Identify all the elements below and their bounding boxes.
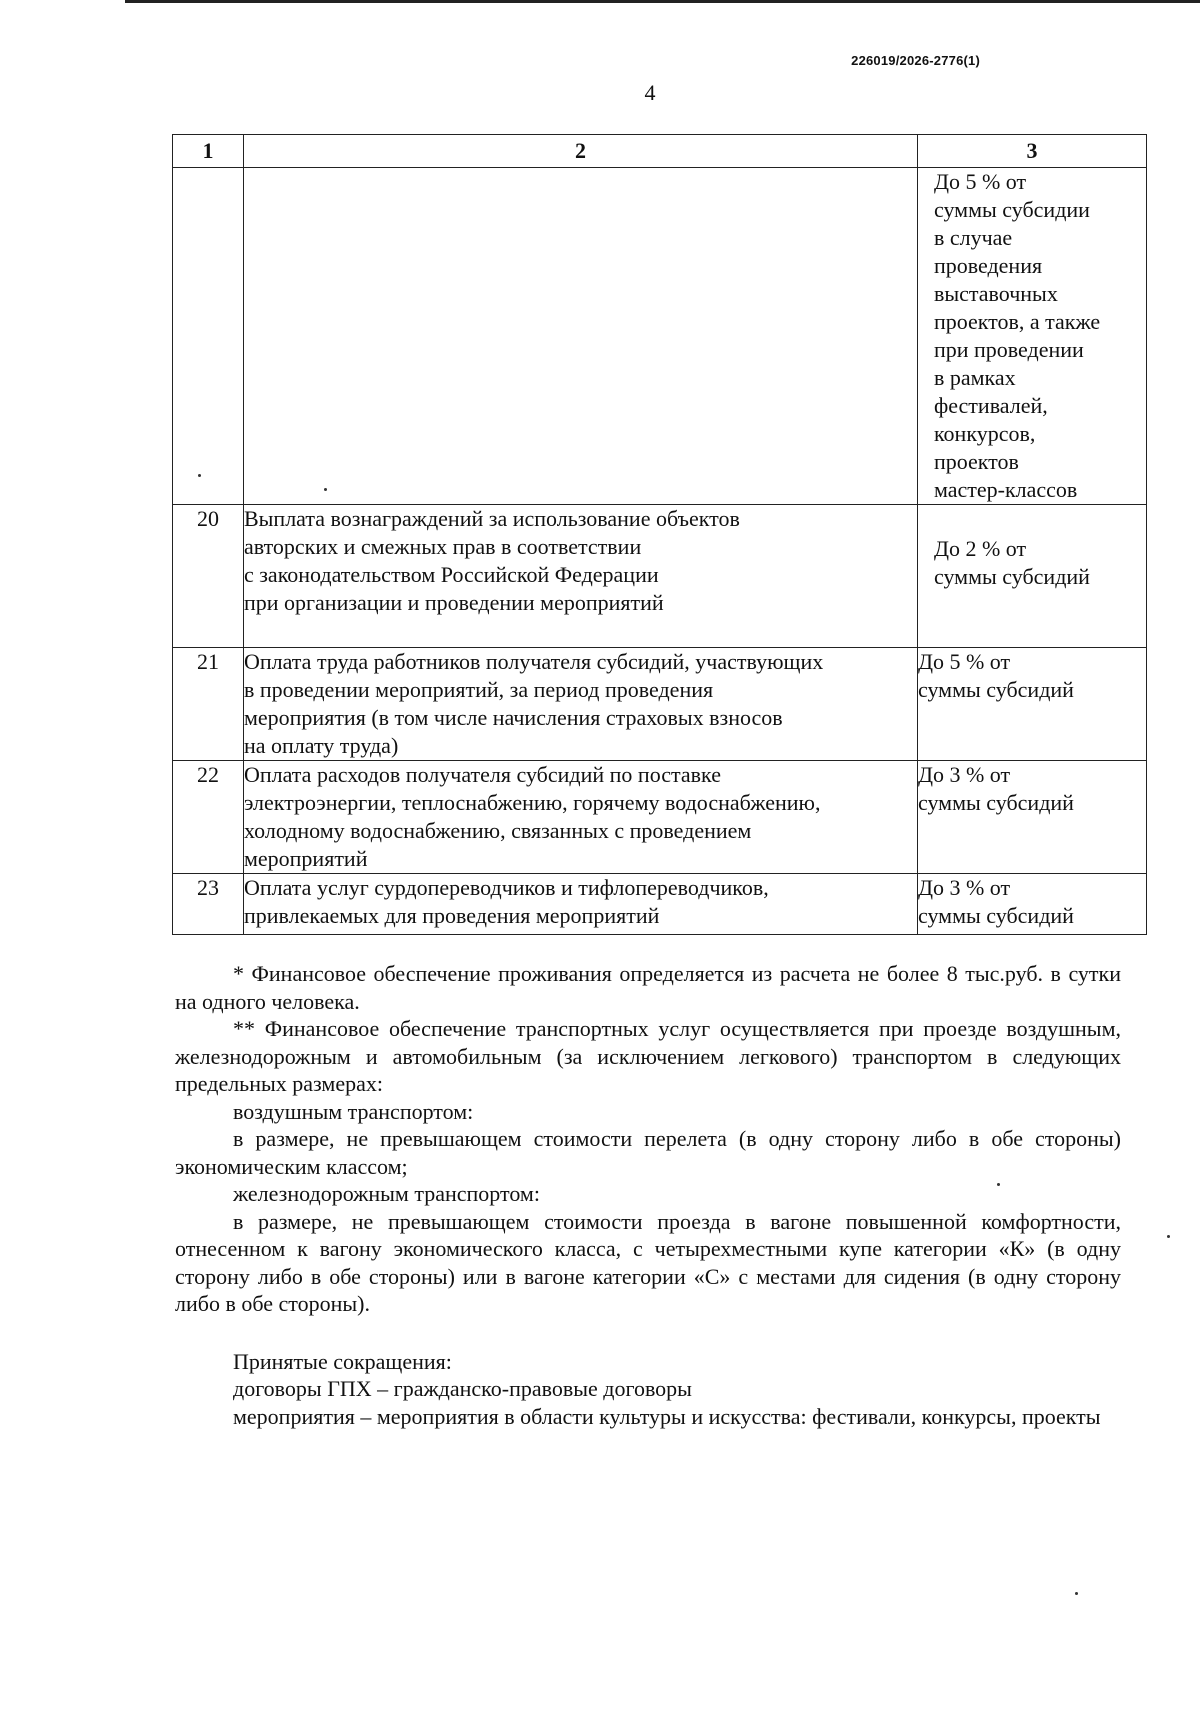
column-header-1: 1 [173, 135, 244, 168]
limit-line: суммы субсидий [917, 677, 1074, 702]
row-number-cell: 23 [173, 874, 244, 935]
expense-limits-table [172, 134, 1147, 935]
rail-transport-label: железнодорожным транспортом: [233, 1181, 540, 1206]
row-number-cell [173, 168, 244, 505]
abbreviations-title: Принятые сокращения: [233, 1348, 452, 1374]
description-line: на оплату труда) [243, 733, 399, 758]
table-row [173, 505, 1147, 648]
column-header-2: 2 [243, 135, 917, 168]
limit-line: выставочных [933, 281, 1058, 306]
limit-line: До 5 % от [917, 649, 1011, 674]
description-line: авторских и смежных прав в соответствии [243, 534, 642, 559]
limit-line: проектов, а также [933, 309, 1101, 334]
scan-speck [324, 488, 327, 491]
description-line: Оплата труда работников получателя субсидий, участвующих [243, 649, 824, 674]
row-description-cell [243, 874, 917, 935]
limit-line: До 5 % от [933, 169, 1027, 194]
limit-line: До 3 % от [917, 875, 1011, 900]
limit-line: До 2 % от [933, 536, 1027, 561]
row-description-cell [243, 648, 917, 761]
table-row [173, 874, 1147, 935]
scan-speck [1075, 1592, 1078, 1595]
row-limit-cell [917, 874, 1146, 935]
description-line: в проведении мероприятий, за период проведения [243, 677, 714, 702]
description-line: Выплата вознаграждений за использование объектов [243, 506, 740, 531]
section-spacer [175, 1318, 1121, 1348]
description-line: мероприятия (в том числе начисления страховых взносов [243, 705, 783, 730]
limit-line: в рамках [933, 365, 1016, 390]
row-number-cell: 22 [173, 761, 244, 874]
limit-line: суммы субсидий [917, 790, 1074, 815]
limit-line: суммы субсидий [933, 564, 1090, 589]
description-line: Оплата расходов получателя субсидий по поставке [243, 762, 721, 787]
row-limit-cell [917, 648, 1146, 761]
scan-speck [198, 474, 201, 477]
limit-line: суммы субсидий [917, 903, 1074, 928]
column-header-3: 3 [917, 135, 1146, 168]
limit-line: проведения [933, 253, 1043, 278]
limit-line: фестивалей, [933, 393, 1048, 418]
description-line: холодному водоснабжению, связанных с проведением [243, 818, 752, 843]
air-transport-label: воздушным транспортом: [233, 1098, 474, 1124]
table-header-row [173, 135, 1147, 168]
air-transport-text: в размере, не превышающем стоимости перелета (в одну сторону либо в обе стороны) экономическим классом; [175, 1126, 1121, 1179]
scan-speck [997, 1183, 1000, 1186]
limit-line: суммы субсидии [933, 197, 1090, 222]
description-line: мероприятий [243, 846, 368, 871]
row-description-cell [243, 168, 917, 505]
footnote-accommodation: * Финансовое обеспечение проживания определяется из расчета не более 8 тыс.руб. в сутки на одного человека. [175, 961, 1121, 1014]
row-number-cell: 20 [173, 505, 244, 648]
page-number: 4 [644, 80, 656, 105]
document-number: 226019/2026-2776(1) [851, 53, 980, 68]
table-row [173, 168, 1147, 505]
description-line: привлекаемых для проведения мероприятий [243, 903, 660, 928]
abbreviation-gph: договоры ГПХ – гражданско-правовые договоры [233, 1376, 692, 1401]
description-line: электроэнергии, теплоснабжению, горячему водоснабжению, [243, 790, 821, 815]
limit-line: конкурсов, [933, 421, 1036, 446]
footnote-transport: ** Финансовое обеспечение транспортных услуг осуществляется при проезде воздушным, железнодорожным и автомобильным (за исключением легкового) транспортом в следующих предельных размерах: [175, 1016, 1121, 1096]
limit-line: в случае [933, 225, 1013, 250]
limit-line: проектов [933, 449, 1019, 474]
row-limit-cell [917, 505, 1146, 648]
description-line: с законодательством Российской Федерации [243, 562, 659, 587]
description-line: при организации и проведении мероприятий [243, 590, 664, 615]
row-description-cell [243, 505, 917, 648]
limit-line: До 3 % от [917, 762, 1011, 787]
row-limit-cell [917, 761, 1146, 874]
footnotes-section [175, 960, 1121, 1430]
scan-speck [1167, 1235, 1170, 1238]
top-border-line [125, 0, 1200, 3]
description-line: Оплата услуг сурдопереводчиков и тифлопереводчиков, [243, 875, 769, 900]
table-row [173, 761, 1147, 874]
rail-transport-text: в размере, не превышающем стоимости проезда в вагоне повышенной комфортности, отнесенном к вагону экономического класса, с четырехместными купе категории «К» (в одну сторону либо в обе стороны) или в вагоне категории «С» с местами для сидения (в одну сторону либо в обе стороны). [175, 1208, 1121, 1316]
abbreviation-events: мероприятия – мероприятия в области культуры и искусства: фестивали, конкурсы, проекты [233, 1403, 1101, 1429]
row-description-cell [243, 761, 917, 874]
row-limit-cell [917, 168, 1146, 505]
limit-line: при проведении [933, 337, 1084, 362]
limit-line: мастер-классов [933, 477, 1078, 502]
row-number-cell: 21 [173, 648, 244, 761]
table-row [173, 648, 1147, 761]
